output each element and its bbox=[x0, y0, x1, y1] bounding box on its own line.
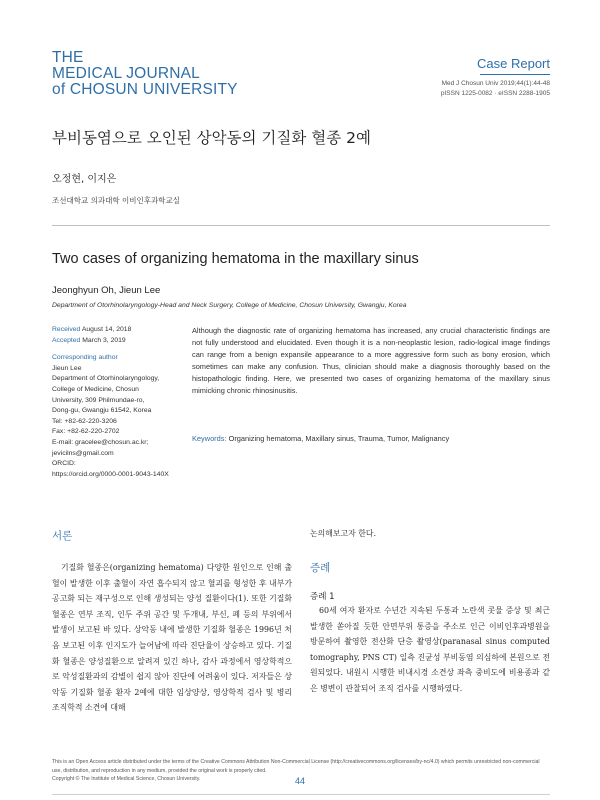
license-text: This is an Open Access article distributed under the terms of the Creative Commons Attribution Non-Commercial License (http://creativecommons.org/licenses/by-nc/4.0) which permits unrestricted non-commercial use, distribution, and reproduction in any medium, provided the original work is properly cited. bbox=[52, 759, 540, 774]
corresponding-line: jevicilns@gmail.com bbox=[52, 449, 114, 457]
korean-affiliation: 조선대학교 의과대학 이비인후과학교실 bbox=[52, 196, 180, 205]
journal-title-line: THE bbox=[52, 49, 84, 66]
journal-title-line: MEDICAL JOURNAL bbox=[52, 65, 200, 82]
citation-block bbox=[441, 79, 550, 99]
case-subheading: 증례 1 bbox=[310, 592, 335, 602]
intro-heading: 서론 bbox=[52, 530, 73, 542]
keywords-label: Keywords: bbox=[192, 434, 227, 443]
corresponding-line: Tel: +82-62-220-3206 bbox=[52, 417, 117, 425]
cases-heading: 증례 bbox=[310, 562, 331, 574]
accepted-label: Accepted bbox=[52, 336, 81, 344]
korean-title: 부비동염으로 오인된 상악동의 기질화 혈종 2예 bbox=[52, 129, 371, 147]
section-divider bbox=[52, 225, 550, 226]
header-divider bbox=[480, 74, 550, 75]
footer-divider bbox=[52, 794, 550, 795]
english-authors: Jeonghyun Oh, Jieun Lee bbox=[52, 285, 161, 296]
corresponding-line: University, 309 Philmundae-ro, bbox=[52, 396, 145, 404]
body-paragraph: 60세 여자 환자로 수년간 지속된 두통과 노란색 콧물 증상 및 최근 발생한 쏟아질 듯한 안면부위 통증을 주소로 인근 이비인후과병원을 방문하여 촬영한 전산화 단층 촬영상(paranasal sinus computed tomography, PNS CT) 일측 진균성 부비동염 의심하에 본원으로 전원되었다. 내원시 시행한 비내시경 소견상 좌측 중비도에 비용종과 같은 병변이 관찰되어 조직 검사를 시행하였다. bbox=[310, 606, 550, 693]
intro-body bbox=[52, 560, 292, 716]
corresponding-line: Dong-gu, Gwangju 61542, Korea bbox=[52, 407, 152, 415]
corresponding-line: Jieun Lee bbox=[52, 364, 82, 372]
article-type: Case Report bbox=[477, 56, 550, 71]
citation: Med J Chosun Univ 2019;44(1):44-48 bbox=[441, 80, 550, 87]
received-date bbox=[52, 325, 177, 336]
corresponding-line: Fax: +82-62-220-2702 bbox=[52, 428, 120, 436]
english-title: Two cases of organizing hematoma in the maxillary sinus bbox=[52, 251, 419, 267]
intro-continuation: 논의해보고자 한다. bbox=[310, 529, 376, 538]
corresponding-line: ORCID: bbox=[52, 460, 76, 468]
english-affiliation: Department of Otorhinolaryngology-Head and Neck Surgery, College of Medicine, Chosun University, Gwangju, Korea bbox=[52, 302, 407, 309]
received-value: August 14, 2018 bbox=[81, 326, 132, 333]
corresponding-line: College of Medicine, Chosun bbox=[52, 385, 139, 393]
corresponding-line: https://orcid.org/0000-0001-9043-140X bbox=[52, 470, 169, 478]
corresponding-line: Department of Otorhinolaryngology, bbox=[52, 375, 160, 383]
keywords bbox=[192, 434, 550, 443]
copyright-text: Copyright © The Institute of Medical Science, Chosun University. bbox=[52, 776, 201, 782]
korean-authors: 오정현, 이지은 bbox=[52, 174, 117, 185]
accepted-date bbox=[52, 336, 177, 347]
journal-title-line: of CHOSUN UNIVERSITY bbox=[52, 81, 238, 98]
corresponding-line: E-mail: gracelee@chosun.ac.kr; bbox=[52, 438, 149, 446]
abstract-text: Although the diagnostic rate of organizing hematoma has increased, any crucial characteristic findings are not fully understood and elucidated. Even though it is a non-neoplastic lesion, radio-logical image findings can range from a benign expansile appearance to a more aggressive form such as bony erosion, which sometimes can make any confusion. Thus, clinician should make a diagnosis thoroughly based on the histopathologic finding. Here, we presented two cases of organizing hematoma of the maxillary sinus mimicking chronic rhinosinusitis. bbox=[192, 326, 550, 395]
accepted-value: March 3, 2019 bbox=[82, 336, 126, 344]
received-label: Received bbox=[52, 326, 81, 333]
cases-body bbox=[310, 603, 550, 697]
license-block bbox=[52, 758, 550, 784]
article-info-sidebar bbox=[52, 325, 177, 480]
corresponding-label: Corresponding author bbox=[52, 354, 118, 362]
issn: pISSN 1225-0082 · eISSN 2288-1905 bbox=[440, 90, 550, 97]
keywords-value: Organizing hematoma, Maxillary sinus, Trauma, Tumor, Malignancy bbox=[228, 434, 450, 443]
page-number: 44 bbox=[294, 776, 305, 786]
body-paragraph: 기질화 혈종은(organizing hematoma) 다양한 원인으로 인해 출혈이 발생한 이후 출혈이 자연 흡수되지 않고 혈괴를 형성한 후 내부가 공고화 되는 재구성으로 인해 생성되는 양성 질환이다(1). 또한 기질화 혈종은 연부 조직, 인두 주위 공간 및 두개내, 부신, 폐 등의 부위에서 발생이 보고된 바 있다. 상악동 내에 발생한 기질화 혈종은 1996년 처음 보고된 이후 인지도가 늘어남에 따라 진단율이 상승하고 있다. 기질화 혈종은 양성질환으로 알려져 있긴 하나, 감사 과정에서 영상학적으로 악성질환과의 감별이 쉽지 않아 진단에 어려움이 있다. 저자들은 상악동 기질화 혈종 환자 2예에 대한 임상양상, 영상학적 검사 및 병리 조직학적 소견에 대해 bbox=[52, 563, 292, 713]
journal-title bbox=[52, 50, 238, 98]
